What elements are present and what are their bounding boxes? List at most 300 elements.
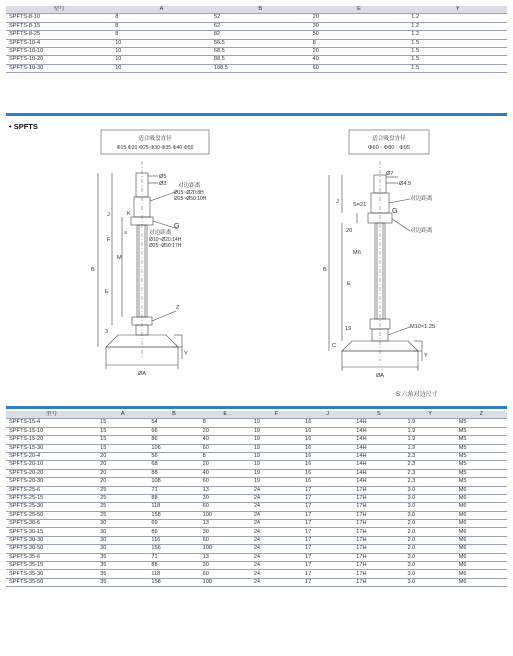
value-cell: 8 xyxy=(112,14,211,22)
value-cell: 24 xyxy=(251,511,302,519)
value-cell: 60 xyxy=(310,64,409,72)
value-cell: 106 xyxy=(148,444,199,452)
right-label-g: G xyxy=(392,208,398,215)
dim-phi45: Ø4.5 xyxy=(399,181,412,187)
table-row xyxy=(6,452,507,460)
label-j: J xyxy=(107,212,110,218)
table-row xyxy=(6,545,507,553)
table-row xyxy=(6,56,507,64)
value-cell: 20 xyxy=(200,427,251,435)
value-cell: 108.5 xyxy=(211,64,310,72)
value-cell: M5 xyxy=(456,419,507,427)
table-row xyxy=(6,39,507,47)
value-cell: 82 xyxy=(211,31,310,39)
table-row xyxy=(6,14,507,22)
model-cell: SPFTS-15-20 xyxy=(6,436,97,444)
label-e: E xyxy=(105,289,109,295)
value-cell: 88 xyxy=(148,494,199,502)
value-cell: 19 xyxy=(251,452,302,460)
value-cell: M6 xyxy=(456,486,507,494)
flat-spec-1b: Ø25~Ø50:10H xyxy=(174,196,207,202)
value-cell: 16 xyxy=(302,444,353,452)
value-cell: 40 xyxy=(200,436,251,444)
value-cell: 17H xyxy=(353,545,404,553)
value-cell: 62 xyxy=(211,22,310,30)
value-cell: 156 xyxy=(148,545,199,553)
value-cell: 100 xyxy=(200,511,251,519)
value-cell: 20 xyxy=(200,461,251,469)
value-cell: 69 xyxy=(148,520,199,528)
right-box-range: Φ60 · Φ80 · Φ95 xyxy=(368,145,410,151)
value-cell: 30 xyxy=(97,536,148,544)
value-cell: M5 xyxy=(456,461,507,469)
value-cell: 15 xyxy=(97,436,148,444)
value-cell: 17 xyxy=(302,511,353,519)
value-cell: 17H xyxy=(353,528,404,536)
value-cell: M5 xyxy=(456,444,507,452)
column-header: Y xyxy=(404,411,455,419)
value-cell: 17 xyxy=(302,494,353,502)
model-cell: SPFTS-30-6 xyxy=(6,520,97,528)
table-row xyxy=(6,461,507,469)
value-cell: 16 xyxy=(302,427,353,435)
label-3: 3 xyxy=(105,329,109,335)
spec-table-spfts-8-10 xyxy=(6,6,507,73)
column-header: 型号 xyxy=(6,411,97,419)
value-cell: 68 xyxy=(148,461,199,469)
model-cell: SPFTS-20-30 xyxy=(6,478,97,486)
table-row xyxy=(6,511,507,519)
table-row xyxy=(6,486,507,494)
value-cell: 24 xyxy=(251,570,302,578)
table-row xyxy=(6,47,507,55)
model-cell: SPFTS-30-15 xyxy=(6,528,97,536)
value-cell: 13 xyxy=(200,553,251,561)
table-row xyxy=(6,64,507,72)
value-cell: 17H xyxy=(353,553,404,561)
table-row xyxy=(6,520,507,528)
value-cell: 88 xyxy=(148,469,199,477)
value-cell: 68.5 xyxy=(211,47,310,55)
value-cell: 24 xyxy=(251,562,302,570)
label-b: B xyxy=(91,267,95,273)
label-flat-distance-2: 对边距离 xyxy=(149,230,172,236)
value-cell: 2.3 xyxy=(404,478,455,486)
value-cell: 24 xyxy=(251,503,302,511)
value-cell: 17 xyxy=(302,486,353,494)
value-cell: 71 xyxy=(148,553,199,561)
value-cell: 10 xyxy=(112,47,211,55)
value-cell: M5 xyxy=(456,436,507,444)
value-cell: 88.5 xyxy=(211,56,310,64)
value-cell: M6 xyxy=(456,578,507,586)
model-cell: SPFTS-35-30 xyxy=(6,570,97,578)
value-cell: 1.5 xyxy=(408,39,507,47)
value-cell: 8 xyxy=(310,39,409,47)
value-cell: 20 xyxy=(310,47,409,55)
value-cell: 25 xyxy=(97,486,148,494)
value-cell: 1.5 xyxy=(408,47,507,55)
model-cell: SPFTS-25-6 xyxy=(6,486,97,494)
table-row xyxy=(6,562,507,570)
label-s21: S=21 xyxy=(353,202,367,208)
value-cell: 8 xyxy=(112,22,211,30)
value-cell: 35 xyxy=(97,553,148,561)
value-cell: M6 xyxy=(456,536,507,544)
label-m: M xyxy=(117,255,122,261)
value-cell: 1.5 xyxy=(408,56,507,64)
right-label-flat-1: 对边距离 xyxy=(410,196,433,202)
value-cell: 88 xyxy=(148,562,199,570)
value-cell: M6 xyxy=(456,503,507,511)
value-cell: 17 xyxy=(302,520,353,528)
right-label-b: B xyxy=(323,267,327,273)
value-cell: M6 xyxy=(456,545,507,553)
flat-spec-1a: Ø15~Ø20:8H xyxy=(174,190,204,196)
model-cell: SPFTS-10-10 xyxy=(6,47,112,55)
right-label-20: 20 xyxy=(346,228,353,234)
left-box-title: 适合吸盘直径 xyxy=(138,136,172,142)
value-cell: 16 xyxy=(302,436,353,444)
model-cell: SPFTS-8-10 xyxy=(6,14,112,22)
value-cell: 25 xyxy=(97,511,148,519)
value-cell: 60 xyxy=(200,536,251,544)
model-cell: SPFTS-20-20 xyxy=(6,469,97,477)
value-cell: 24 xyxy=(251,536,302,544)
left-box-range: Φ15·Φ20·Φ25·Φ30·Φ35·Φ40·Φ50 xyxy=(116,145,194,151)
table-row xyxy=(6,528,507,536)
top-table-header-row xyxy=(6,6,507,14)
column-header: J xyxy=(302,411,353,419)
value-cell: M6 xyxy=(456,570,507,578)
value-cell: M5 xyxy=(456,469,507,477)
table-row xyxy=(6,570,507,578)
value-cell: 13 xyxy=(200,520,251,528)
value-cell: 8 xyxy=(200,452,251,460)
table-row xyxy=(6,427,507,435)
value-cell: 86 xyxy=(148,436,199,444)
value-cell: 100 xyxy=(200,545,251,553)
table-row xyxy=(6,31,507,39)
bottom-table-header xyxy=(6,411,507,419)
model-cell: SPFTS-8-25 xyxy=(6,31,112,39)
dim-phi5: Ø5 xyxy=(159,174,167,180)
value-cell: 30 xyxy=(310,22,409,30)
bottom-table-header-row xyxy=(6,411,507,419)
value-cell: 35 xyxy=(97,578,148,586)
label-y: Y xyxy=(184,351,188,357)
value-cell: 30 xyxy=(200,528,251,536)
right-label-y: Y xyxy=(424,353,428,359)
value-cell: 40 xyxy=(200,469,251,477)
right-label-flat-2: 对边距离 xyxy=(410,228,433,234)
value-cell: 35 xyxy=(97,562,148,570)
section-title: • SPFTS xyxy=(9,122,38,131)
table-row xyxy=(6,436,507,444)
value-cell: 17H xyxy=(353,520,404,528)
table-row xyxy=(6,536,507,544)
value-cell: 2.3 xyxy=(404,469,455,477)
value-cell: 19 xyxy=(251,427,302,435)
technical-drawing xyxy=(6,113,507,405)
value-cell: 158 xyxy=(148,511,199,519)
model-cell: SPFTS-20-10 xyxy=(6,461,97,469)
value-cell: M5 xyxy=(456,452,507,460)
value-cell: 1.2 xyxy=(408,22,507,30)
value-cell: 100 xyxy=(200,578,251,586)
value-cell: M6 xyxy=(456,511,507,519)
value-cell: 3.0 xyxy=(404,511,455,519)
column-header: Z xyxy=(456,411,507,419)
value-cell: 25 xyxy=(97,494,148,502)
right-label-j: J xyxy=(336,199,339,205)
value-cell: 17 xyxy=(302,562,353,570)
value-cell: 17 xyxy=(302,570,353,578)
right-label-19: 19 xyxy=(345,326,352,332)
value-cell: 17H xyxy=(353,494,404,502)
flat-spec-2a: Ø10~Ø20:14H xyxy=(149,237,182,243)
table-row xyxy=(6,494,507,502)
right-drawing xyxy=(329,130,429,371)
value-cell: 108 xyxy=(148,478,199,486)
value-cell: 60 xyxy=(200,503,251,511)
column-header: F xyxy=(251,411,302,419)
value-cell: 30 xyxy=(200,494,251,502)
value-cell: 1.9 xyxy=(404,419,455,427)
value-cell: 14H xyxy=(353,469,404,477)
label-g: G xyxy=(174,223,180,230)
value-cell: 30 xyxy=(200,562,251,570)
value-cell: 50 xyxy=(310,31,409,39)
value-cell: 25 xyxy=(97,503,148,511)
model-cell: SPFTS-35-50 xyxy=(6,578,97,586)
column-header: B xyxy=(148,411,199,419)
table-row xyxy=(6,444,507,452)
value-cell: 2.0 xyxy=(404,545,455,553)
value-cell: M6 xyxy=(456,494,507,502)
value-cell: 14H xyxy=(353,461,404,469)
left-drawing xyxy=(98,130,209,369)
value-cell: 16 xyxy=(302,452,353,460)
value-cell: 19 xyxy=(251,469,302,477)
value-cell: 17 xyxy=(302,545,353,553)
value-cell: 20 xyxy=(310,14,409,22)
value-cell: 118 xyxy=(148,503,199,511)
value-cell: 60 xyxy=(200,478,251,486)
value-cell: M6 xyxy=(456,562,507,570)
value-cell: 19 xyxy=(251,478,302,486)
value-cell: 14H xyxy=(353,444,404,452)
model-cell: SPFTS-30-30 xyxy=(6,536,97,544)
table-row xyxy=(6,578,507,586)
value-cell: 17 xyxy=(302,578,353,586)
value-cell: M6 xyxy=(456,528,507,536)
value-cell: 17H xyxy=(353,511,404,519)
value-cell: 24 xyxy=(251,528,302,536)
label-k: K xyxy=(127,211,131,217)
model-cell: SPFTS-8-15 xyxy=(6,22,112,30)
value-cell: 24 xyxy=(251,494,302,502)
model-cell: SPFTS-15-10 xyxy=(6,427,97,435)
right-label-e: E xyxy=(347,281,351,287)
value-cell: 3.0 xyxy=(404,570,455,578)
label-a: ØA xyxy=(137,371,147,377)
label-f: F xyxy=(107,237,111,243)
dim-phi3: Ø3 xyxy=(159,181,167,187)
value-cell: 35 xyxy=(97,570,148,578)
value-cell: 20 xyxy=(97,469,148,477)
value-cell: M6 xyxy=(456,520,507,528)
value-cell: 15 xyxy=(97,427,148,435)
value-cell: 19 xyxy=(251,461,302,469)
table-row xyxy=(6,478,507,486)
value-cell: 19 xyxy=(251,419,302,427)
value-cell: 2.3 xyxy=(404,461,455,469)
value-cell: 14H xyxy=(353,419,404,427)
value-cell: 1.5 xyxy=(408,64,507,72)
value-cell: M6 xyxy=(456,553,507,561)
value-cell: 17 xyxy=(302,503,353,511)
value-cell: 24 xyxy=(251,545,302,553)
value-cell: 15 xyxy=(97,444,148,452)
right-label-thread: M10×1.25 xyxy=(410,324,436,330)
value-cell: 86 xyxy=(148,528,199,536)
model-cell: SPFTS-35-6 xyxy=(6,553,97,561)
dim-phi7: Ø7 xyxy=(386,171,394,177)
value-cell: 19 xyxy=(251,436,302,444)
value-cell: 56.5 xyxy=(211,39,310,47)
value-cell: 1.9 xyxy=(404,436,455,444)
flat-spec-2b: Ø25~Ø50:17H xyxy=(149,243,182,249)
label-z: Z xyxy=(176,305,180,311)
table-row xyxy=(6,503,507,511)
table-row xyxy=(6,419,507,427)
right-box-title: 适合吸盘直径 xyxy=(372,136,406,142)
value-cell: 24 xyxy=(251,553,302,561)
value-cell: 24 xyxy=(251,486,302,494)
value-cell: 10 xyxy=(112,56,211,64)
value-cell: 8 xyxy=(112,31,211,39)
value-cell: 17 xyxy=(302,536,353,544)
column-header: A xyxy=(112,6,211,14)
value-cell: 16 xyxy=(302,469,353,477)
value-cell: 24 xyxy=(251,520,302,528)
right-label-c: C xyxy=(332,343,337,349)
value-cell: 10 xyxy=(112,64,211,72)
column-header: A xyxy=(97,411,148,419)
value-cell: 3.0 xyxy=(404,503,455,511)
value-cell: 40 xyxy=(310,56,409,64)
model-cell: SPFTS-25-30 xyxy=(6,503,97,511)
value-cell: 3.0 xyxy=(404,553,455,561)
value-cell: 17H xyxy=(353,486,404,494)
value-cell: 2.0 xyxy=(404,536,455,544)
value-cell: M5 xyxy=(456,427,507,435)
value-cell: 1.9 xyxy=(404,444,455,452)
model-cell: SPFTS-10-30 xyxy=(6,64,112,72)
value-cell: 3.0 xyxy=(404,486,455,494)
model-cell: SPFTS-35-15 xyxy=(6,562,97,570)
table-row xyxy=(6,469,507,477)
value-cell: 30 xyxy=(97,528,148,536)
table-row xyxy=(6,553,507,561)
value-cell: 14H xyxy=(353,436,404,444)
model-cell: SPFTS-20-4 xyxy=(6,452,97,460)
value-cell: 2.0 xyxy=(404,520,455,528)
value-cell: 3.0 xyxy=(404,562,455,570)
value-cell: 60 xyxy=(200,570,251,578)
value-cell: 56 xyxy=(148,452,199,460)
value-cell: 16 xyxy=(302,461,353,469)
value-cell: 17H xyxy=(353,536,404,544)
value-cell: 116 xyxy=(148,536,199,544)
value-cell: 20 xyxy=(97,478,148,486)
value-cell: 118 xyxy=(148,570,199,578)
value-cell: 17H xyxy=(353,570,404,578)
value-cell: 16 xyxy=(302,478,353,486)
model-cell: SPFTS-25-50 xyxy=(6,511,97,519)
value-cell: 13 xyxy=(200,486,251,494)
right-label-m: M xyxy=(353,250,358,256)
value-cell: 54 xyxy=(148,419,199,427)
value-cell: 17 xyxy=(302,553,353,561)
value-cell: 17H xyxy=(353,562,404,570)
section-divider-bottom xyxy=(6,406,507,409)
value-cell: 52 xyxy=(211,14,310,22)
right-label-6: 6 xyxy=(358,250,362,256)
top-table-body xyxy=(6,14,507,73)
model-cell: SPFTS-10-20 xyxy=(6,56,112,64)
value-cell: 15 xyxy=(97,419,148,427)
value-cell: 3.0 xyxy=(404,578,455,586)
value-cell: 10 xyxy=(112,39,211,47)
value-cell: 16 xyxy=(302,419,353,427)
value-cell: 14H xyxy=(353,452,404,460)
value-cell: 20 xyxy=(97,452,148,460)
table-row xyxy=(6,22,507,30)
model-cell: SPFTS-15-30 xyxy=(6,444,97,452)
value-cell: 17H xyxy=(353,503,404,511)
value-cell: 60 xyxy=(200,444,251,452)
value-cell: 14H xyxy=(353,478,404,486)
model-cell: SPFTS-10-4 xyxy=(6,39,112,47)
column-header: B xyxy=(211,6,310,14)
model-cell: SPFTS-30-50 xyxy=(6,545,97,553)
top-table-header xyxy=(6,6,507,14)
column-header: 型号 xyxy=(6,6,112,14)
value-cell: 20 xyxy=(97,461,148,469)
label-s: S xyxy=(124,230,128,235)
spec-table-spfts-15-35 xyxy=(6,411,507,587)
value-cell: 71 xyxy=(148,486,199,494)
value-cell: 66 xyxy=(148,427,199,435)
value-cell: 8 xyxy=(200,419,251,427)
column-header: E xyxy=(310,6,409,14)
value-cell: 19 xyxy=(251,444,302,452)
value-cell: 14H xyxy=(353,427,404,435)
value-cell: 1.2 xyxy=(408,31,507,39)
value-cell: 1.2 xyxy=(408,14,507,22)
right-label-a: ØA xyxy=(375,373,385,379)
bottom-table-body xyxy=(6,419,507,587)
value-cell: M5 xyxy=(456,478,507,486)
value-cell: 3.0 xyxy=(404,494,455,502)
column-header: S xyxy=(353,411,404,419)
value-cell: 17H xyxy=(353,578,404,586)
value-cell: 1.9 xyxy=(404,427,455,435)
value-cell: 158 xyxy=(148,578,199,586)
hex-note: S:六角对边尺寸 xyxy=(396,392,438,398)
